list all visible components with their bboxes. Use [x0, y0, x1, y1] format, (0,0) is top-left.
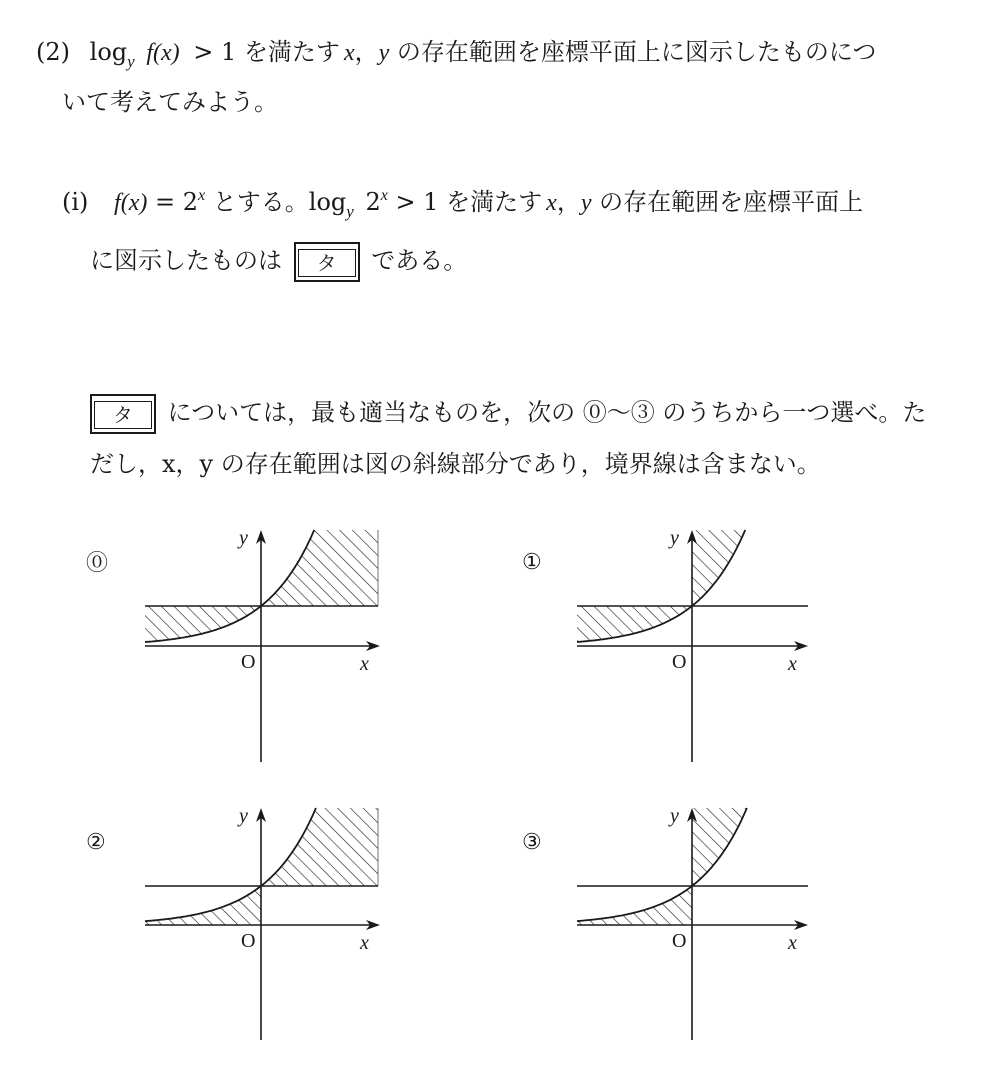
exponent-x: x — [198, 187, 206, 204]
subproblem-label: (i) — [62, 188, 89, 216]
y-axis-label: y — [239, 527, 248, 549]
y-axis-label: y — [670, 805, 679, 827]
function-fx: f(x) — [114, 190, 148, 216]
part-label: (2) — [36, 38, 70, 66]
answer-box-label: タ — [298, 249, 356, 277]
problem-text-1: を満たす — [243, 38, 340, 66]
base-two: 2 — [365, 188, 381, 216]
var-x: x — [546, 190, 557, 216]
log-word: log — [89, 38, 128, 66]
choice-label-3[interactable]: ③ — [522, 830, 542, 855]
answer-box-reference-label: タ — [94, 401, 152, 429]
log-base: y — [127, 52, 135, 71]
instruction-text-2: だし，x，y の存在範囲は図の斜線部分であり，境界線は含まない。 — [90, 450, 821, 478]
origin-label: O — [672, 930, 687, 952]
subproblem-text-5: である。 — [371, 246, 468, 275]
choice-label-1[interactable]: ① — [522, 550, 542, 575]
log-base: y — [346, 202, 354, 221]
greater-than-one: > 1 — [193, 38, 237, 66]
comma: ， — [354, 38, 379, 66]
instruction-text-1: については，最も適当なものを，次の ⓪～③ のうちから一つ選べ。た — [167, 398, 927, 427]
x-axis-label: x — [360, 932, 369, 954]
x-axis-label: x — [788, 932, 797, 954]
origin-label: O — [241, 651, 256, 673]
origin-label: O — [241, 930, 256, 952]
function-fx: f(x) — [146, 40, 180, 66]
greater-than-one: > 1 — [395, 188, 439, 216]
var-x: x — [343, 40, 355, 66]
shaded-region-right — [692, 808, 747, 886]
equals-sign: = — [155, 188, 176, 216]
origin-label: O — [672, 651, 687, 673]
log-word: log — [308, 188, 347, 216]
x-axis-label: x — [360, 653, 369, 675]
choice-label-0[interactable]: ⓪ — [86, 551, 109, 576]
subproblem-text-2: を満たす — [446, 188, 543, 216]
subproblem-text-4: に図示したものは — [90, 246, 282, 275]
problem-text-3: いて考えてみよう。 — [62, 88, 278, 116]
y-axis-label: y — [239, 805, 248, 827]
y-axis-label: y — [670, 527, 679, 549]
subproblem-text-3: の存在範囲を座標平面上 — [599, 188, 864, 216]
comma: ， — [556, 188, 581, 216]
subproblem-text-1: とする。 — [212, 188, 309, 216]
var-y: y — [378, 40, 390, 66]
problem-text-2: の存在範囲を座標平面上に図示したものにつ — [396, 38, 877, 66]
x-axis-label: x — [788, 653, 797, 675]
exponent-x: x — [380, 187, 388, 204]
choice-label-2[interactable]: ② — [86, 830, 106, 855]
var-y: y — [580, 190, 592, 216]
base-two: 2 — [182, 188, 199, 216]
